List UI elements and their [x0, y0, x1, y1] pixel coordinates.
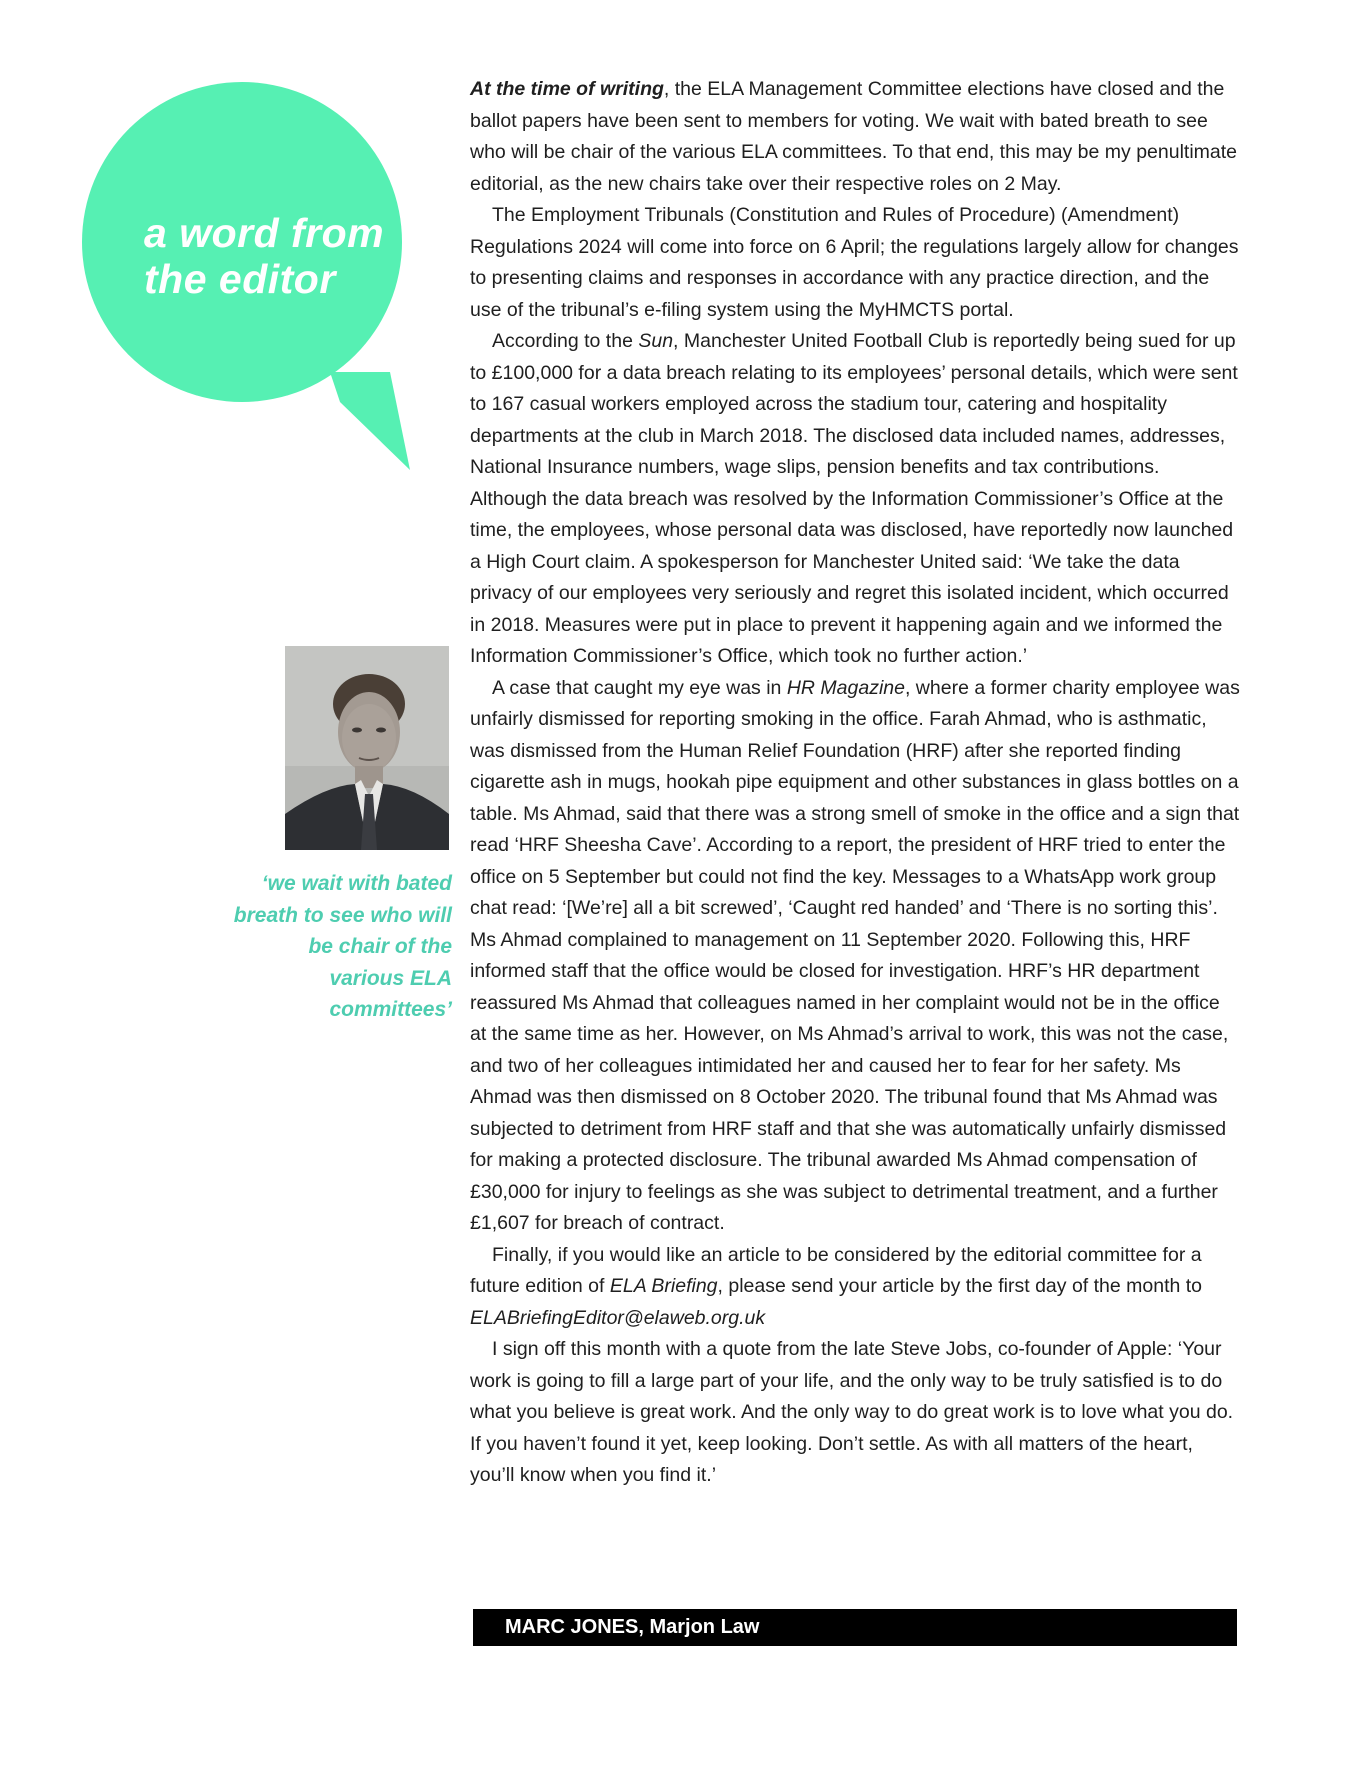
article-paragraph-6: I sign off this month with a quote from the late Steve Jobs, co-founder of Apple: ‘Your work is going to fill a large part of your life, and the only way to be truly satisfied is to do what you believe is great work. And the only way to do great work is to love what you do. If you haven’t found it yet, keep looking. Don’t settle. As with all matters of the heart, you’ll know when you find it.’ [470, 1338, 1234, 1486]
article-paragraph-3: According to the Sun, Manchester United Football Club is reportedly being sued for up to £100,000 for a data breach relating to its employees’ personal details, which were sent to 167 casual workers employed across the stadium tour, catering and hospitality departments at the club in March 2018. The disclosed data included names, addresses, National Insurance numbers, wage slips, pension benefits and tax contributions. Although the data breach was resolved by the Information Commissioner’s Office at the time, the employees, whose personal data was disclosed, have reportedly now launched a High Court claim. A spokesperson for Manchester United said: ‘We take the data privacy of our employees very seriously and regret this isolated incident, which occurred in 2018. Measures were put in place to prevent it happening again and we informed the Information Commissioner’s Office, which took no further action.’ [470, 330, 1238, 667]
section-heading-line1: a word from [144, 210, 385, 256]
author-byline: MARC JONES, Marjon Law [473, 1609, 1237, 1646]
article-paragraph-2: The Employment Tribunals (Constitution and Rules of Procedure) (Amendment) Regulations 2024 will come into force on 6 April; the regulations largely allow for changes to presenting claims and responses in accordance with any practice direction, and the use of the tribunal’s e-filing system using the MyHMCTS portal. [470, 204, 1239, 321]
section-heading [144, 210, 414, 302]
speech-bubble-tail [330, 372, 410, 470]
section-heading-line2: the editor [144, 256, 336, 302]
editor-email-link[interactable]: ELABriefingEditor@elaweb.org.uk [470, 1306, 766, 1329]
editor-portrait [285, 646, 449, 850]
article-body [470, 74, 1240, 1492]
publication-name: ELA Briefing [609, 1275, 718, 1297]
publication-name: Sun [638, 330, 674, 352]
article-paragraph-1: At the time of writing, the ELA Management Committee elections have closed and the ballot papers have been sent to members for voting. We wait with bated breath to see who will be chair of the various ELA committees. To that end, this may be my penultimate editorial, as the new chairs take over their respective roles on 2 May. [470, 78, 1238, 195]
pull-quote: ‘we wait with bated breath to see who will be chair of the various ELA committees’ [233, 872, 452, 1021]
publication-name: HR Magazine [786, 676, 905, 699]
article-paragraph-5: Finally, if you would like an article to be considered by the editorial committee for a future edition of ELA Briefing, please send your article by the first day of the month to ELABriefingEditor@elaweb.org.uk [470, 1243, 1203, 1329]
article-paragraph-4: A case that caught my eye was in HR Magazine, where a former charity employee was unfairly dismissed for reporting smoking in the office. Farah Ahmad, who is asthmatic, was dismissed from the Human Relief Foundation (HRF) after she reported finding cigarette ash in mugs, hookah pipe equipment and other substances in glass bottles on a table. Ms Ahmad, said that there was a strong smell of smoke in the office and a sign that read ‘HRF Sheesha Cave’. According to a report, the president of HRF tried to enter the office on 5 September but could not find the key. Messages to a WhatsApp work group chat read: ‘[We’re] all a bit screwed’, ‘Caught red handed’ and ‘There is no sorting this’. Ms Ahmad complained to management on 11 September 2020. Following this, HRF informed staff that the office would be closed for investigation. HRF’s HR department reassured Ms Ahmad that colleagues named in her complaint would not be in the office at the same time as her. However, on Ms Ahmad’s arrival to work, this was not the case, and two of her colleagues intimidated her and caused her to fear for her safety. Ms Ahmad was then dismissed on 8 October 2020. The tribunal found that Ms Ahmad was subjected to detriment from HRF staff and that she was automatically unfairly dismissed for making a protected disclosure. The tribunal awarded Ms Ahmad compensation of £30,000 for injury to feelings as she was subject to detrimental treatment, and a further £1,607 for breach of contract. [470, 676, 1240, 1234]
lead-in: At the time of writing [470, 78, 664, 100]
